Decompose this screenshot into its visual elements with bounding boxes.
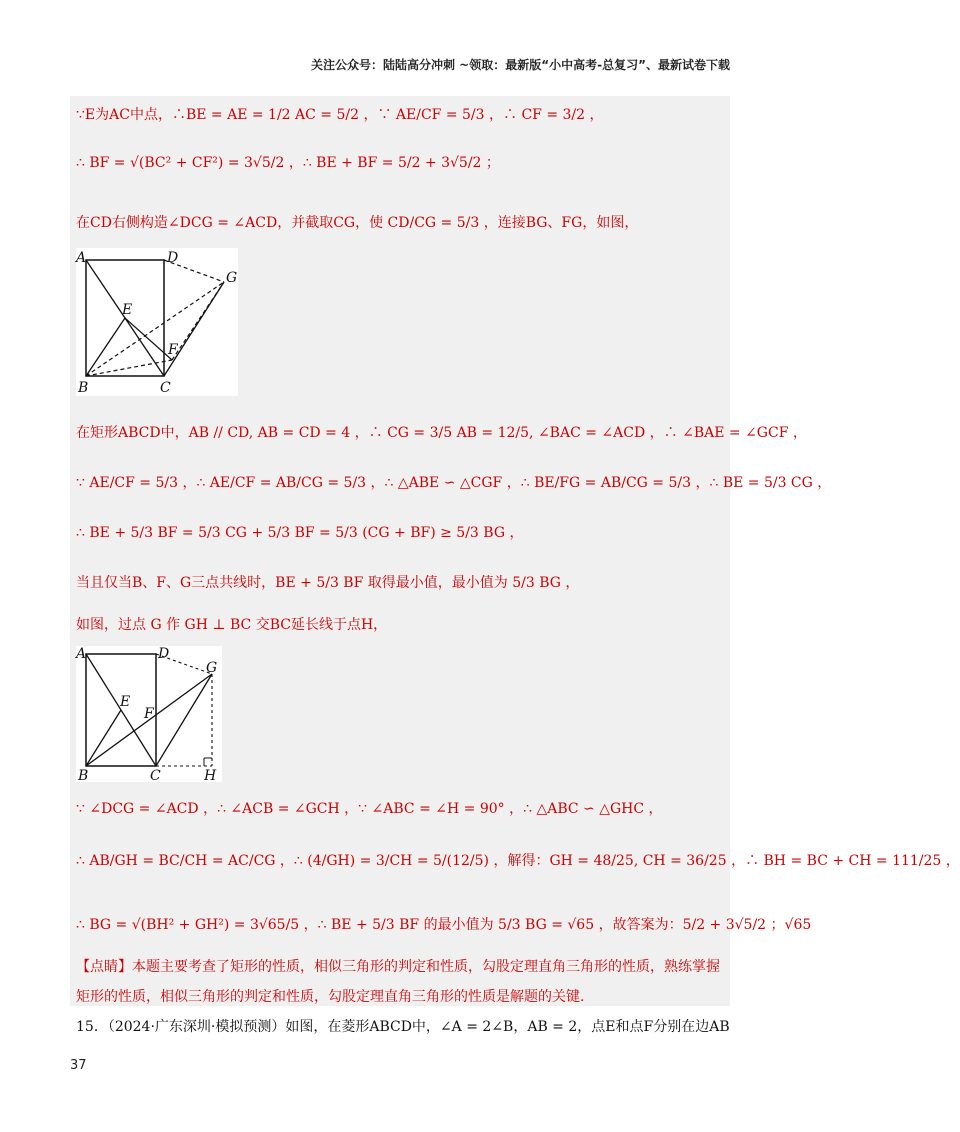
solution-line-11: ∴ BG = √(BH² + GH²) = 3√65/5 ，∴ BE + 5/3 BF 的最小值为 5/3 BG = √65 ，故答案为：5/2 + 3√5/2 ；√65: [76, 917, 812, 933]
question-15: 15．（2024·广东深圳·模拟预测）如图，在菱形ABCD中，∠A = 2∠B，AB = 2，点E和点F分别在边AB: [76, 1019, 730, 1035]
label-D: D: [158, 646, 170, 662]
label-G: G: [206, 660, 218, 676]
label-F: F: [144, 706, 154, 722]
label-F: F: [168, 342, 178, 358]
label-A: A: [76, 250, 87, 266]
label-H: H: [204, 768, 217, 784]
solution-line-6: ∴ BE + 5/3 BF = 5/3 CG + 5/3 BF = 5/3 (CG + BF) ≥ 5/3 BG ，: [76, 525, 524, 541]
page-header: 关注公众号：陆陆高分冲刺 ~领取：最新版“小中高考-总复习”、最新试卷下载: [311, 58, 730, 72]
solution-line-4: 在矩形ABCD中，AB // CD, AB = CD = 4 ，∴ CG = 3/5 AB = 12/5, ∠BAC = ∠ACD ，∴ ∠BAE = ∠GCF ，: [76, 425, 807, 441]
solution-line-8: 如图，过点 G 作 GH ⊥ BC 交BC延长线于点H，: [76, 617, 388, 633]
label-D: D: [167, 250, 179, 266]
label-C: C: [160, 380, 171, 396]
label-E: E: [120, 694, 131, 710]
solution-line-1: ∵E为AC中点，∴BE = AE = 1/2 AC = 5/2 ，∵ AE/CF = 5/3 ，∴ CF = 3/2 ，: [76, 107, 604, 123]
label-B: B: [78, 768, 89, 784]
page-number: 37: [70, 1058, 87, 1073]
solution-line-3: 在CD右侧构造∠DCG = ∠ACD，并截取CG，使 CD/CG = 5/3 ，连接BG、FG，如图，: [76, 215, 639, 231]
geometry-figure-1: [76, 248, 238, 396]
solution-line-2: ∴ BF = √(BC² + CF²) = 3√5/2 ，∴ BE + BF = 5/2 + 3√5/2 ；: [76, 155, 500, 171]
label-G: G: [226, 270, 238, 286]
dianjing-line-1: 【点睛】本题主要考查了矩形的性质，相似三角形的判定和性质，勾股定理直角三角形的性质，熟练掌握: [76, 959, 720, 975]
solution-line-9: ∵ ∠DCG = ∠ACD ，∴ ∠ACB = ∠GCH ，∵ ∠ABC = ∠H = 90° ，∴ △ABC ∽ △GHC ，: [76, 801, 663, 817]
dianjing-line-2: 矩形的性质，相似三角形的判定和性质，勾股定理直角三角形的性质是解题的关键.: [76, 989, 585, 1005]
label-C: C: [150, 768, 161, 784]
geometry-figure-2: [76, 646, 222, 782]
label-B: B: [78, 380, 89, 396]
solution-line-5: ∵ AE/CF = 5/3 ，∴ AE/CF = AB/CG = 5/3 ，∴ △ABE ∽ △CGF ，∴ BE/FG = AB/CG = 5/3 ，∴ BE = 5/3 CG ，: [76, 475, 832, 491]
label-A: A: [76, 646, 87, 662]
label-E: E: [122, 302, 133, 318]
solution-line-10: ∴ AB/GH = BC/CH = AC/CG ，∴ (4/GH) = 3/CH = 5/(12/5) ，解得：GH = 48/25, CH = 36/25 ，∴ BH = BC + CH = 111/25 ，: [76, 853, 960, 869]
solution-line-7: 当且仅当B、F、G三点共线时，BE + 5/3 BF 取得最小值，最小值为 5/3 BG ，: [76, 575, 580, 591]
